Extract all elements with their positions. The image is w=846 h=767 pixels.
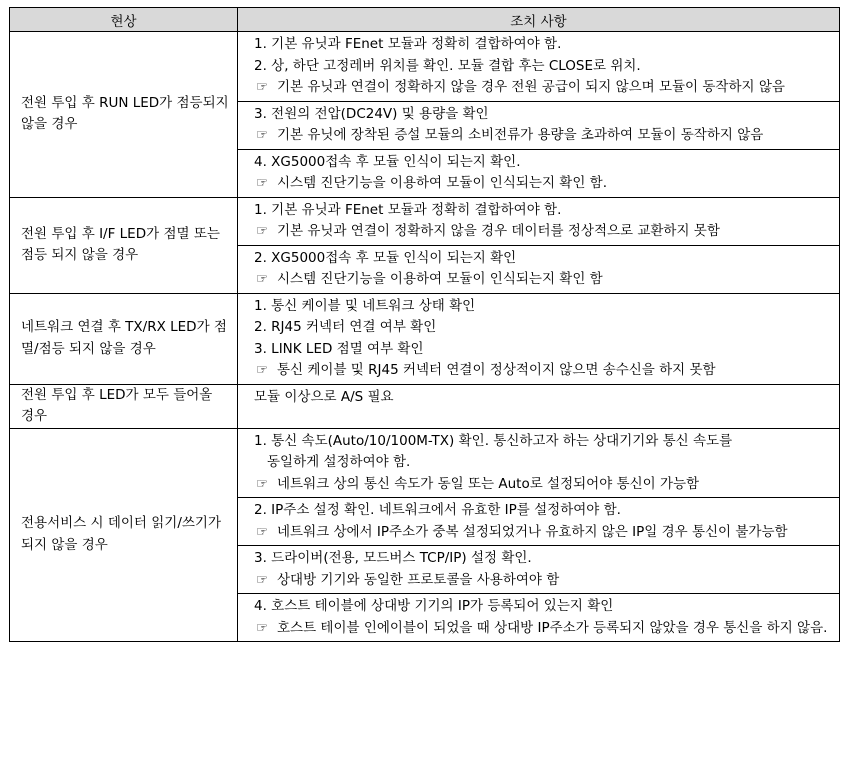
action-cell <box>238 245 840 293</box>
note-text: 호스트 테이블 인에이블이 되었을 때 상대방 IP주소가 등록되지 않았을 경우 통신을 하지 않음. <box>277 619 828 636</box>
action-cell <box>238 293 840 384</box>
action-note <box>254 221 833 243</box>
action-note <box>254 269 833 291</box>
action-note <box>254 618 833 640</box>
action-note <box>254 77 833 99</box>
action-line: 2. 상, 하단 고정레버 위치를 확인. 모듈 결합 후는 CLOSE로 위치. <box>254 57 641 74</box>
action-cell <box>238 101 840 149</box>
action-note <box>254 173 833 195</box>
table-row <box>10 293 840 384</box>
pointing-hand-icon: ☞ <box>256 523 269 540</box>
action-cell <box>238 428 840 498</box>
symptom-cell: 전용서비스 시 데이터 읽기/쓰기가 되지 않을 경우 <box>10 428 238 642</box>
troubleshooting-table <box>9 7 840 642</box>
action-line: 2. XG5000접속 후 모듈 인식이 되는지 확인 <box>254 249 517 266</box>
pointing-hand-icon: ☞ <box>256 475 269 492</box>
note-text: 네트워크 상의 통신 속도가 동일 또는 Auto로 설정되어야 통신이 가능함 <box>277 475 700 492</box>
table-row <box>10 32 840 102</box>
action-line: 모듈 이상으로 A/S 필요 <box>254 388 394 405</box>
pointing-hand-icon: ☞ <box>256 619 269 636</box>
action-note <box>254 570 833 592</box>
action-cell <box>238 498 840 546</box>
table-header-row <box>10 8 840 32</box>
table-row <box>10 197 840 245</box>
action-note <box>254 522 833 544</box>
action-note <box>254 360 833 382</box>
note-text: 통신 케이블 및 RJ45 커넥터 연결이 정상적이지 않으면 송수신을 하지 못함 <box>277 362 716 378</box>
note-text: 네트워크 상에서 IP주소가 중복 설정되었거나 유효하지 않은 IP일 경우 통신이 불가능함 <box>277 523 788 540</box>
action-line: 1. 기본 유닛과 FEnet 모듈과 정확히 결합하여야 함. <box>254 36 562 52</box>
action-line: 1. 기본 유닛과 FEnet 모듈과 정확히 결합하여야 함. <box>254 201 562 218</box>
action-cell <box>238 384 840 428</box>
pointing-hand-icon: ☞ <box>256 571 269 588</box>
action-cell <box>238 594 840 642</box>
action-line: 2. RJ45 커넥터 연결 여부 확인 <box>254 319 437 335</box>
symptom-cell: 전원 투입 후 I/F LED가 점멸 또는 점등 되지 않을 경우 <box>10 197 238 293</box>
action-line: 3. LINK LED 점멸 여부 확인 <box>254 340 424 357</box>
pointing-hand-icon: ☞ <box>256 79 269 95</box>
action-cell <box>238 197 840 245</box>
header-action: 조치 사항 <box>238 8 840 32</box>
action-line: 3. 전원의 전압(DC24V) 및 용량을 확인 <box>254 105 489 122</box>
note-text: 상대방 기기와 동일한 프로토콜을 사용하여야 함 <box>277 571 560 588</box>
action-cell <box>238 546 840 594</box>
table-row <box>10 384 840 428</box>
pointing-hand-icon: ☞ <box>256 175 269 191</box>
action-line: 2. IP주소 설정 확인. 네트워크에서 유효한 IP를 설정하여야 함. <box>254 502 621 518</box>
action-line: 4. 호스트 테이블에 상대방 기기의 IP가 등록되어 있는지 확인 <box>254 598 614 614</box>
symptom-cell: 전원 투입 후 LED가 모두 들어올 경우 <box>10 384 238 428</box>
table-body <box>10 32 840 642</box>
action-line: 3. 드라이버(전용, 모드버스 TCP/IP) 설정 확인. <box>254 550 532 566</box>
note-text: 기본 유닛과 연결이 정확하지 않을 경우 데이터를 정상적으로 교환하지 못함 <box>277 223 720 239</box>
note-text: 시스템 진단기능을 이용하여 모듈이 인식되는지 확인 함 <box>277 271 603 287</box>
action-line: 1. 통신 속도(Auto/10/100M-TX) 확인. 통신하고자 하는 상대기기와 통신 속도를 <box>254 432 733 449</box>
pointing-hand-icon: ☞ <box>256 127 269 143</box>
action-cell <box>238 32 840 102</box>
pointing-hand-icon: ☞ <box>256 271 269 287</box>
action-cell <box>238 149 840 197</box>
action-note <box>254 125 833 147</box>
pointing-hand-icon: ☞ <box>256 362 269 378</box>
pointing-hand-icon: ☞ <box>256 223 269 239</box>
note-text: 시스템 진단기능을 이용하여 모듈이 인식되는지 확인 함. <box>277 175 607 191</box>
action-line: 1. 통신 케이블 및 네트워크 상태 확인 <box>254 297 476 314</box>
symptom-cell: 전원 투입 후 RUN LED가 점등되지 않을 경우 <box>10 32 238 198</box>
symptom-cell: 네트워크 연결 후 TX/RX LED가 점멸/점등 되지 않을 경우 <box>10 293 238 384</box>
header-symptom: 현상 <box>10 8 238 32</box>
action-line: 동일하게 설정하여야 함. <box>267 454 411 470</box>
note-text: 기본 유닛에 장착된 증설 모듈의 소비전류가 용량을 초과하여 모듈이 동작하지 않음 <box>277 127 764 143</box>
action-line: 4. XG5000접속 후 모듈 인식이 되는지 확인. <box>254 153 521 170</box>
table-row <box>10 428 840 498</box>
action-note <box>254 474 833 496</box>
note-text: 기본 유닛과 연결이 정확하지 않을 경우 전원 공급이 되지 않으며 모듈이 동작하지 않음 <box>277 79 785 95</box>
